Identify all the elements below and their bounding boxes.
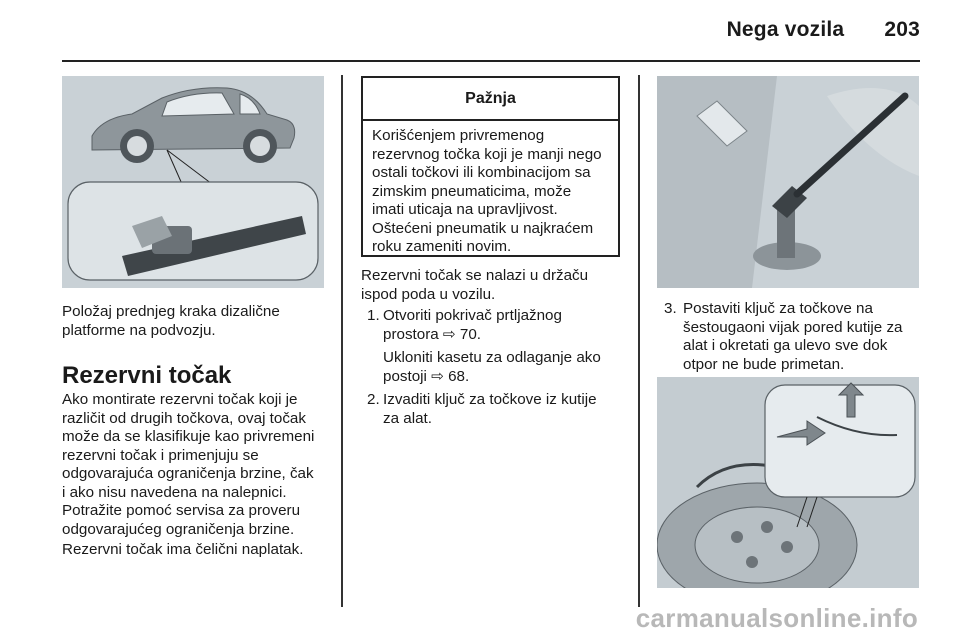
step-text — [383, 349, 601, 386]
step-number: 2. — [367, 391, 380, 408]
step-1-substep — [383, 349, 633, 389]
header-rule — [62, 60, 920, 62]
wrench-on-hex-bolt-illustration — [657, 76, 919, 288]
paragraph-line: Rezervni točak se nalazi u držaču — [361, 267, 589, 284]
paragraph-line: može da se klasifikuje kao privremeni — [62, 428, 315, 445]
paragraph-line: Potražite pomoć servisa za proveru — [62, 502, 301, 519]
notice-line: rezervnog točka koji je manji nego — [372, 145, 602, 163]
step-line: Postaviti ključ za točkove na — [683, 300, 873, 317]
step-line: za alat. — [383, 409, 432, 427]
caution-notice-box — [361, 76, 620, 257]
spare-wheel-paragraph — [62, 391, 314, 539]
step-number: 3. — [664, 300, 677, 317]
steel-rim-note: Rezervni točak ima čelični naplatak. — [62, 541, 304, 558]
notice-line: Korišćenjem privremenog — [372, 127, 545, 144]
notice-title: Pažnja — [363, 78, 618, 121]
section-title: Nega vozila — [726, 18, 845, 41]
paragraph-line: različit od drugih točkova, ovaj točak — [62, 409, 306, 427]
step-line: Ukloniti kasetu za odlaganje ako — [383, 349, 601, 366]
notice-line: imati uticaja na upravljivost. — [372, 201, 558, 218]
paragraph-line: i ako nisu navedena na nalepnici. — [62, 483, 287, 501]
notice-line: zimskim pneumaticima, može — [372, 182, 572, 200]
notice-line: roku zameniti novim. — [372, 238, 512, 255]
step-line: Izvaditi ključ za točkove iz kutije — [383, 391, 597, 408]
step-line: šestougaoni vijak pored kutije za — [683, 318, 903, 336]
paragraph-line: odgovarajuća ograničenja brzine, čak — [62, 465, 314, 482]
car-jacking-point-illustration — [62, 76, 324, 288]
notice-body — [363, 121, 618, 257]
step-line: otpor ne bude primetan. — [683, 355, 845, 373]
step-2 — [367, 391, 627, 431]
section-heading: Rezervni točak — [62, 362, 232, 389]
page-number: 203 — [884, 18, 920, 41]
step-line: Otvoriti pokrivač prtljažnog — [383, 307, 562, 324]
figure-caption — [62, 303, 280, 340]
step-line: alat i okretati ga ulevo sve dok — [683, 337, 888, 354]
step-1 — [367, 307, 627, 347]
caption-line: platforme na podvozju. — [62, 321, 216, 339]
step-3 — [664, 300, 920, 376]
step-text — [683, 300, 903, 374]
paragraph-line: Ako montirate rezervni točak koji je — [62, 391, 298, 408]
paragraph-line: ispod poda u vozilu. — [361, 285, 496, 303]
step-number: 1. — [367, 307, 380, 324]
caption-line: Položaj prednjeg kraka dizalične — [62, 303, 280, 320]
paragraph-line: odgovarajućeg ograničenja brzine. — [62, 520, 295, 538]
spare-wheel-location-text — [361, 267, 588, 304]
column-divider-left — [341, 75, 343, 607]
watermark: carmanualsonline.info — [635, 603, 918, 633]
notice-line: Oštećeni pneumatik u najkraćem — [372, 219, 594, 237]
page-header — [727, 18, 920, 42]
step-line: prostora ⇨ 70. — [383, 325, 481, 343]
column-divider-right — [638, 75, 640, 607]
step-text — [383, 307, 562, 344]
notice-line: ostali točkovi ili kombinacijom sa — [372, 164, 591, 181]
spare-wheel-carrier-illustration — [657, 377, 919, 588]
paragraph-line: rezervni točak i primenjuju se — [62, 446, 259, 464]
step-text — [383, 391, 597, 428]
step-line: postoji ⇨ 68. — [383, 367, 470, 385]
